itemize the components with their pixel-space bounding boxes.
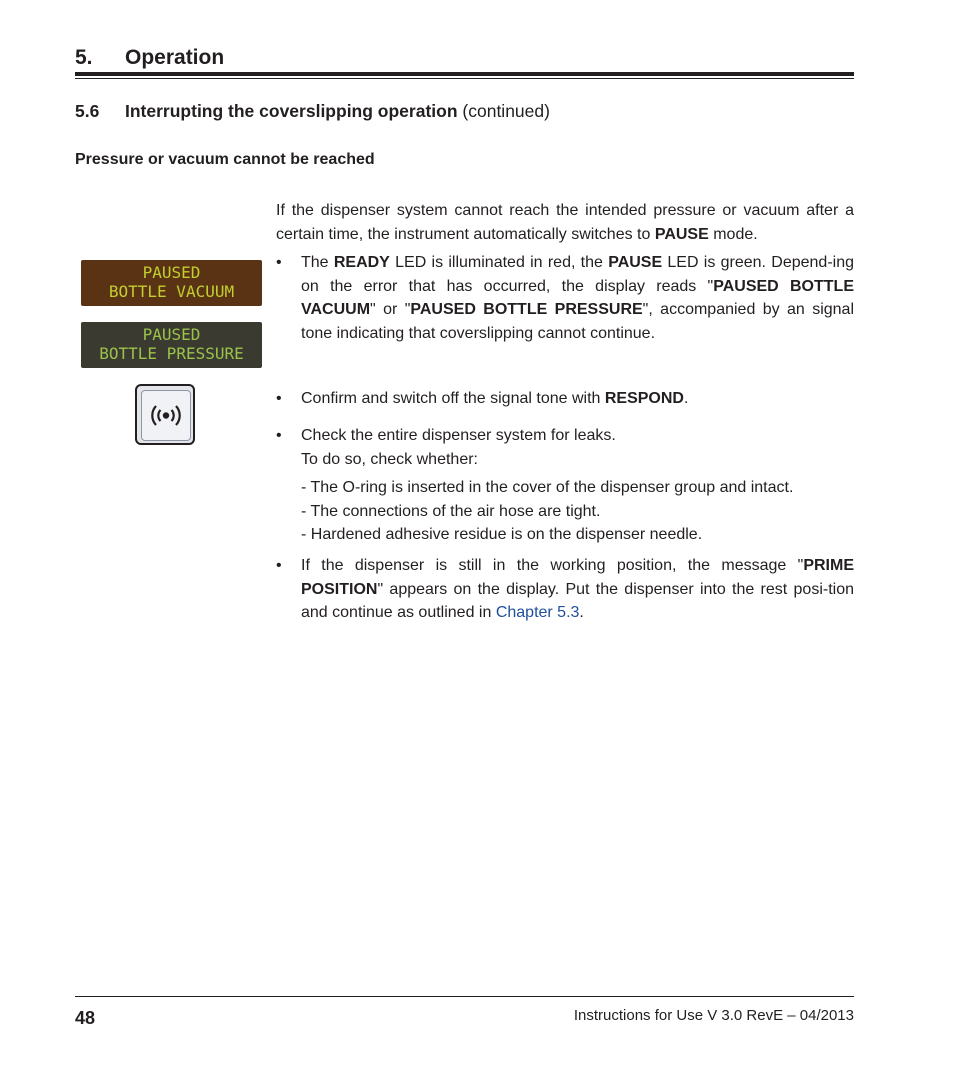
keyword-paused-bottle-pressure: PAUSED BOTTLE PRESSURE bbox=[410, 301, 643, 318]
display-line-2: BOTTLE VACUUM bbox=[108, 282, 235, 301]
text-run: . bbox=[579, 604, 584, 621]
bullet-text bbox=[301, 251, 854, 345]
display-line-2: BOTTLE PRESSURE bbox=[99, 344, 244, 363]
text-run: . bbox=[683, 390, 689, 407]
check-item: - The connections of the air hose are tight. bbox=[301, 502, 601, 520]
intro-text-end: mode. bbox=[708, 225, 758, 243]
chapter-5-3-link[interactable]: Chapter 5.3 bbox=[495, 604, 580, 621]
text-run: The bbox=[301, 254, 334, 271]
chapter-title: Operation bbox=[125, 46, 225, 69]
bullet-marker: • bbox=[276, 427, 282, 444]
intro-paragraph bbox=[276, 199, 854, 246]
text-run: If the dispenser is still in the working position, the message " bbox=[301, 557, 804, 574]
chapter-number: 5. bbox=[75, 46, 93, 69]
text-run: LED is illuminated in red, the bbox=[389, 254, 609, 271]
keyword-ready: READY bbox=[333, 254, 390, 271]
check-leaks-line: Check the entire dispenser system for leaks. bbox=[301, 427, 616, 444]
header-rule-thin bbox=[75, 78, 854, 79]
section-heading bbox=[75, 101, 550, 122]
bullet-marker: • bbox=[276, 390, 282, 407]
page-number: 48 bbox=[75, 1008, 96, 1028]
bullet-text bbox=[301, 387, 854, 411]
bullet-text bbox=[301, 554, 854, 625]
display-paused-bottle-pressure bbox=[81, 322, 262, 368]
keyword-prime-position: PRIME POSITION bbox=[301, 557, 854, 598]
footer-rule bbox=[75, 996, 854, 997]
bullet-marker: • bbox=[276, 254, 282, 271]
chapter-heading bbox=[75, 46, 224, 70]
keyword-respond: RESPOND bbox=[604, 390, 684, 407]
section-title: Interrupting the coverslipping operation bbox=[125, 101, 458, 121]
section-number: 5.6 bbox=[75, 101, 100, 121]
intro-text: If the dispenser system cannot reach the intended pressure or vacuum after a certain time, the instrument automatically switches to bbox=[276, 202, 854, 243]
text-run: LED is green. Depend-ing on the error that has occurred, the display reads " bbox=[301, 254, 855, 295]
intro-keyword: PAUSE bbox=[654, 225, 709, 243]
display-line-1: PAUSED bbox=[142, 325, 201, 344]
text-run: " appears on the display. Put the dispenser into the rest posi-tion and continue as outlined in bbox=[301, 580, 854, 621]
keyword-pause: PAUSE bbox=[608, 254, 663, 271]
display-paused-bottle-vacuum bbox=[81, 260, 262, 306]
text-run: " or " bbox=[370, 301, 411, 318]
bullet-marker: • bbox=[276, 557, 282, 574]
signal-tone-icon bbox=[142, 391, 190, 440]
check-whether-line: To do so, check whether: bbox=[301, 450, 478, 468]
text-run: Confirm and switch off the signal tone with bbox=[301, 390, 605, 407]
document-info: Instructions for Use V 3.0 RevE – 04/2013 bbox=[573, 1007, 854, 1024]
subheading: Pressure or vacuum cannot be reached bbox=[75, 151, 375, 168]
display-line-1: PAUSED bbox=[142, 263, 201, 282]
check-list bbox=[301, 476, 854, 547]
check-item: - Hardened adhesive residue is on the dispenser needle. bbox=[301, 526, 703, 543]
respond-key-face bbox=[141, 390, 191, 441]
check-item: - The O-ring is inserted in the cover of the dispenser group and intact. bbox=[301, 479, 794, 496]
keyword-paused-bottle-vacuum: PAUSED BOTTLE VACUUM bbox=[301, 277, 854, 318]
header-rule-thick bbox=[75, 72, 854, 76]
text-run: ", accompanied by an signal tone indicating that coverslipping cannot continue. bbox=[301, 301, 854, 342]
respond-key-illustration bbox=[135, 384, 195, 445]
bullet-text bbox=[301, 424, 854, 547]
section-suffix: (continued) bbox=[462, 101, 550, 121]
